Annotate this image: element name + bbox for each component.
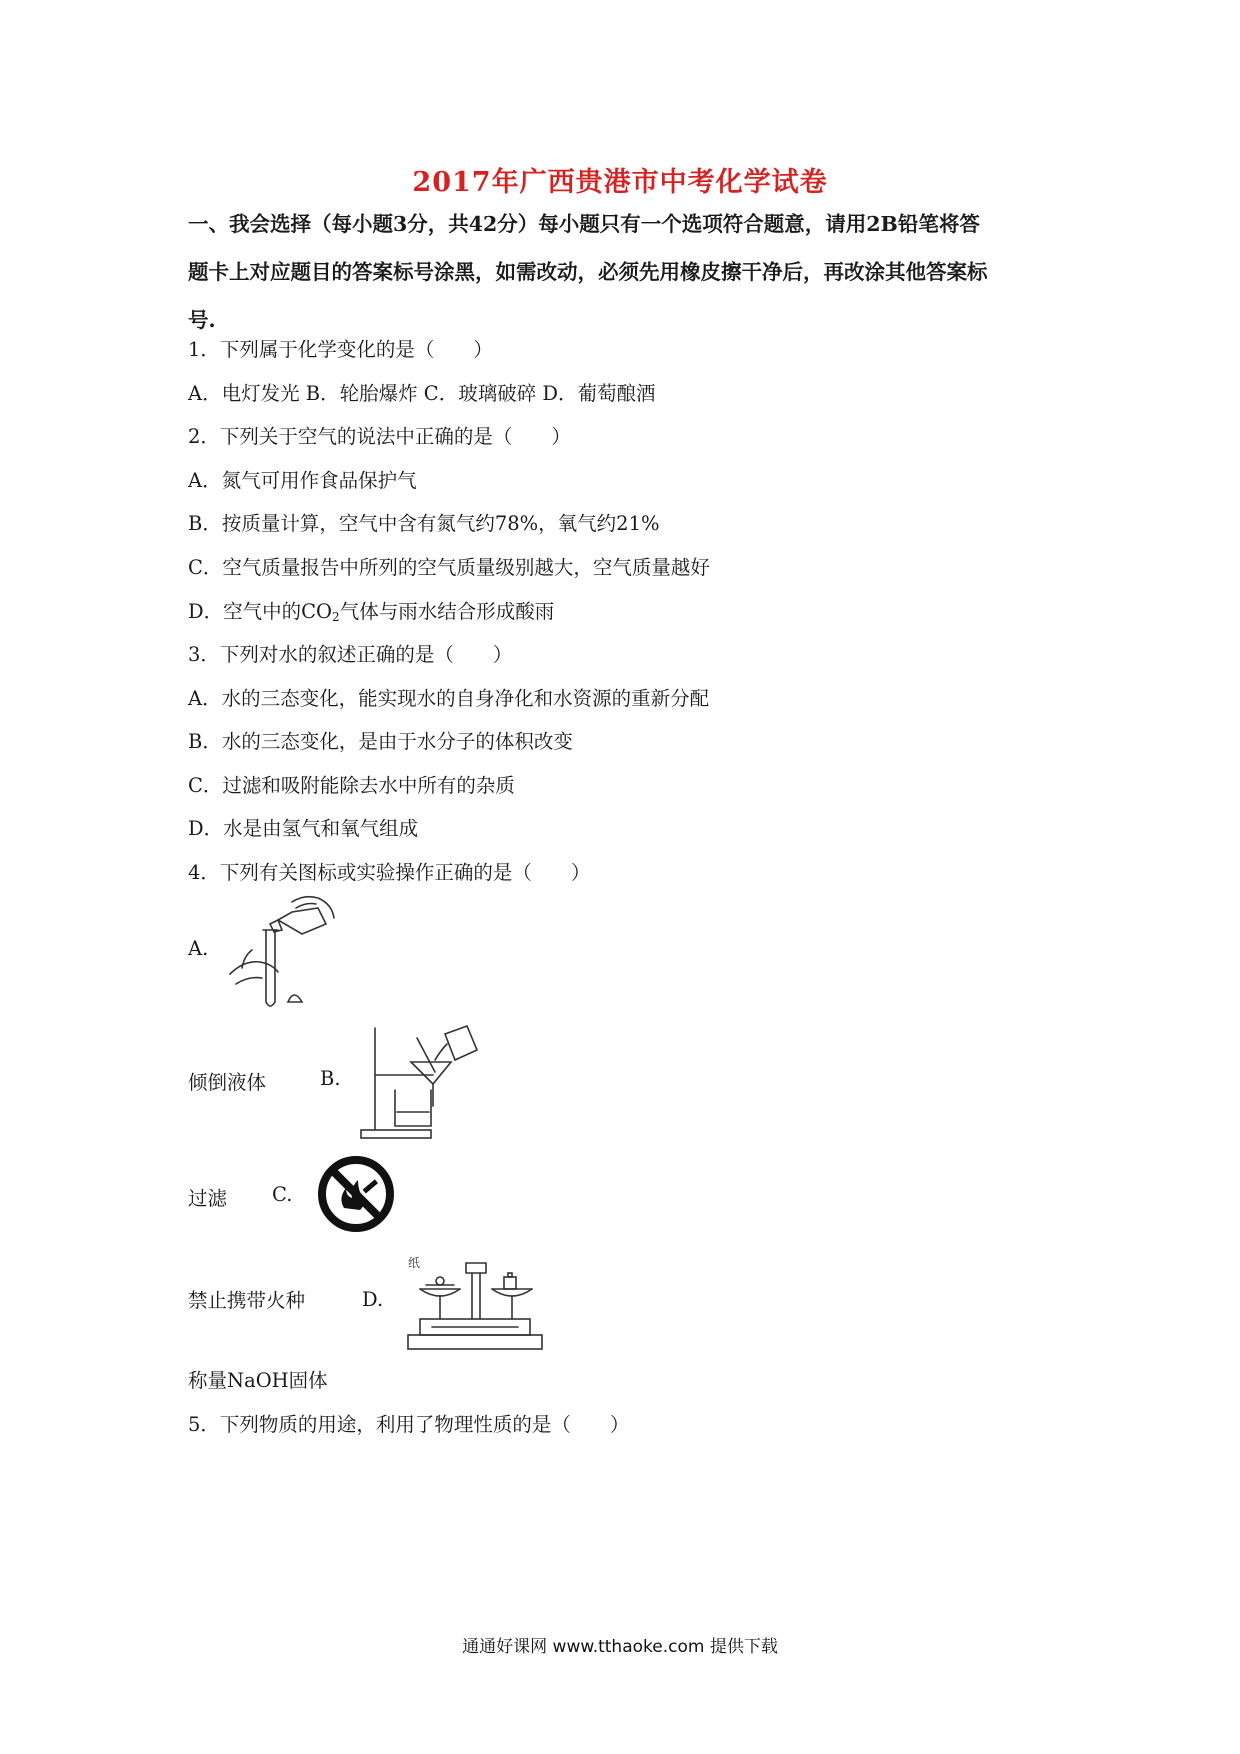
q3-option-a: A．水的三态变化，能实现水的自身净化和水资源的重新分配 [188,687,710,710]
q4-d-label: D. [362,1288,384,1311]
q2-option-d [188,596,554,624]
section-line-2: 题卡上对应题目的答案标号涂黑，如需改动，必须先用橡皮擦干净后，再改涂其他答案标 [188,260,988,284]
pouring-liquid-figure [222,890,362,1020]
filtration-figure [355,1020,485,1145]
q5-stem: 5．下列物质的用途，利用了物理性质的是（ ） [188,1413,630,1436]
balance-scale-icon [400,1245,550,1360]
q3-stem: 3．下列对水的叙述正确的是（ ） [188,643,513,666]
q2-option-d-pre: D．空气中的CO [188,600,333,623]
q1-stem: 1．下列属于化学变化的是（ ） [188,338,493,361]
q2-option-d-post: 气体与雨水结合形成酸雨 [339,600,555,623]
q3-option-b: B．水的三态变化，是由于水分子的体积改变 [188,730,573,753]
q4-d-caption: 称量NaOH固体 [188,1369,328,1392]
q3-option-c: C．过滤和吸附能除去水中所有的杂质 [188,774,515,797]
q1-options: A．电灯发光 B．轮胎爆炸 C．玻璃破碎 D．葡萄酿酒 [188,382,656,405]
no-fire-sign-figure [316,1154,396,1234]
filtration-apparatus-icon [355,1020,485,1145]
no-fire-sign-icon [316,1154,396,1234]
q4-a-caption: 倾倒液体 [188,1071,267,1094]
section-line-3: 号. [188,308,216,332]
q4-c-caption: 禁止携带火种 [188,1289,306,1312]
paper-label: 纸 [408,1256,421,1270]
q4-c-label: C. [272,1183,293,1206]
q4-a-label: A. [188,937,209,960]
page-footer: 通通好课网 www.tthaoke.com 提供下载 [462,1637,778,1657]
q4-b-caption: 过滤 [188,1187,228,1210]
section-line-1: 一、我会选择（每小题3分，共42分）每小题只有一个选项符合题意，请用2B铅笔将答 [188,212,980,236]
q2-option-d-sub: 2 [332,610,340,624]
q4-b-label: B. [320,1067,341,1090]
pouring-liquid-icon [222,890,362,1020]
q4-stem: 4．下列有关图标或实验操作正确的是（ ） [188,861,591,884]
page-title: 2017年广西贵港市中考化学试卷 [412,167,828,198]
section-instruction [188,200,1058,344]
balance-figure [400,1245,550,1360]
q2-option-a: A．氮气可用作食品保护气 [188,469,417,492]
q2-option-c: C．空气质量报告中所列的空气质量级别越大，空气质量越好 [188,556,710,579]
q2-stem: 2．下列关于空气的说法中正确的是（ ） [188,425,571,448]
q3-option-d: D．水是由氢气和氧气组成 [188,817,419,840]
q2-option-b: B．按质量计算，空气中含有氮气约78%，氧气约21% [188,512,660,535]
